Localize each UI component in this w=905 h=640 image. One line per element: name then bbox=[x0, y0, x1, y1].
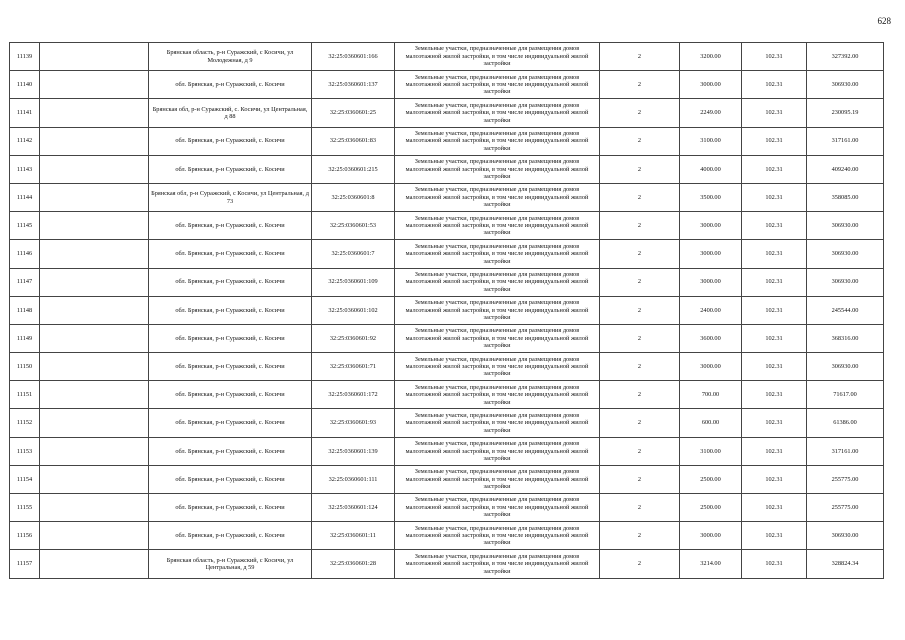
area-cell: 3100.00 bbox=[680, 437, 742, 465]
cadastral-number-cell: 32:25:0360601:124 bbox=[312, 494, 395, 522]
table-row bbox=[10, 212, 884, 240]
category-cell: 2 bbox=[600, 212, 680, 240]
cadastral-number-cell: 32:25:0360601:83 bbox=[312, 127, 395, 155]
address-cell: обл. Брянская, р-н Суражский, с. Косичи bbox=[149, 409, 312, 437]
cadastral-number-cell: 32:25:0360601:92 bbox=[312, 324, 395, 352]
cadastral-number-cell: 32:25:0360601:166 bbox=[312, 43, 395, 71]
area-cell: 3000.00 bbox=[680, 240, 742, 268]
blank-cell-cell bbox=[40, 381, 149, 409]
area-cell: 3500.00 bbox=[680, 183, 742, 211]
table-row bbox=[10, 465, 884, 493]
cadastral-number-cell: 32:25:0360601:111 bbox=[312, 465, 395, 493]
cadastral-value-cell: 71617.00 bbox=[807, 381, 884, 409]
category-cell: 2 bbox=[600, 296, 680, 324]
area-cell: 2500.00 bbox=[680, 465, 742, 493]
land-use-cell: Земельные участки, предназначенные для размещения домов малоэтажной жилой застройки, в том числе индивидуальной жилой застройки bbox=[395, 183, 600, 211]
category-cell: 2 bbox=[600, 99, 680, 127]
land-use-cell: Земельные участки, предназначенные для размещения домов малоэтажной жилой застройки, в том числе индивидуальной жилой застройки bbox=[395, 522, 600, 550]
land-use-cell: Земельные участки, предназначенные для размещения домов малоэтажной жилой застройки, в том числе индивидуальной жилой застройки bbox=[395, 494, 600, 522]
category-cell: 2 bbox=[600, 268, 680, 296]
rate-cell: 102.31 bbox=[742, 212, 807, 240]
record-number-cell: 11153 bbox=[10, 437, 40, 465]
cadastral-value-cell: 61386.00 bbox=[807, 409, 884, 437]
area-cell: 3600.00 bbox=[680, 324, 742, 352]
address-cell: обл. Брянская, р-н Суражский, с. Косичи bbox=[149, 437, 312, 465]
table-row bbox=[10, 268, 884, 296]
land-registry-table bbox=[9, 42, 884, 579]
rate-cell: 102.31 bbox=[742, 381, 807, 409]
blank-cell-cell bbox=[40, 240, 149, 268]
cadastral-number-cell: 32:25:0360601:11 bbox=[312, 522, 395, 550]
address-cell: обл. Брянская, р-н Суражский, с. Косичи bbox=[149, 240, 312, 268]
address-cell: обл. Брянская, р-н Суражский, с. Косичи bbox=[149, 522, 312, 550]
rate-cell: 102.31 bbox=[742, 494, 807, 522]
land-use-cell: Земельные участки, предназначенные для размещения домов малоэтажной жилой застройки, в том числе индивидуальной жилой застройки bbox=[395, 43, 600, 71]
blank-cell-cell bbox=[40, 494, 149, 522]
blank-cell-cell bbox=[40, 522, 149, 550]
page-number: 628 bbox=[877, 16, 891, 26]
cadastral-value-cell: 368316.00 bbox=[807, 324, 884, 352]
rate-cell: 102.31 bbox=[742, 550, 807, 578]
area-cell: 700.00 bbox=[680, 381, 742, 409]
record-number-cell: 11157 bbox=[10, 550, 40, 578]
area-cell: 4000.00 bbox=[680, 155, 742, 183]
area-cell: 3000.00 bbox=[680, 268, 742, 296]
cadastral-number-cell: 32:25:0360601:28 bbox=[312, 550, 395, 578]
record-number-cell: 11151 bbox=[10, 381, 40, 409]
record-number-cell: 11155 bbox=[10, 494, 40, 522]
area-cell: 2400.00 bbox=[680, 296, 742, 324]
rate-cell: 102.31 bbox=[742, 127, 807, 155]
blank-cell-cell bbox=[40, 127, 149, 155]
address-cell: Брянская обл, р-н Суражский, с Косичи, ул Центральная, д 73 bbox=[149, 183, 312, 211]
blank-cell-cell bbox=[40, 71, 149, 99]
land-use-cell: Земельные участки, предназначенные для размещения домов малоэтажной жилой застройки, в том числе индивидуальной жилой застройки bbox=[395, 353, 600, 381]
rate-cell: 102.31 bbox=[742, 437, 807, 465]
rate-cell: 102.31 bbox=[742, 409, 807, 437]
land-use-cell: Земельные участки, предназначенные для размещения домов малоэтажной жилой застройки, в том числе индивидуальной жилой застройки bbox=[395, 127, 600, 155]
land-use-cell: Земельные участки, предназначенные для размещения домов малоэтажной жилой застройки, в том числе индивидуальной жилой застройки bbox=[395, 155, 600, 183]
blank-cell-cell bbox=[40, 437, 149, 465]
cadastral-number-cell: 32:25:0360601:53 bbox=[312, 212, 395, 240]
record-number-cell: 11152 bbox=[10, 409, 40, 437]
category-cell: 2 bbox=[600, 353, 680, 381]
land-use-cell: Земельные участки, предназначенные для размещения домов малоэтажной жилой застройки, в том числе индивидуальной жилой застройки bbox=[395, 71, 600, 99]
record-number-cell: 11145 bbox=[10, 212, 40, 240]
address-cell: обл. Брянская, р-н Суражский, с. Косичи bbox=[149, 268, 312, 296]
category-cell: 2 bbox=[600, 324, 680, 352]
cadastral-value-cell: 328824.34 bbox=[807, 550, 884, 578]
rate-cell: 102.31 bbox=[742, 43, 807, 71]
table-row bbox=[10, 296, 884, 324]
cadastral-value-cell: 230095.19 bbox=[807, 99, 884, 127]
category-cell: 2 bbox=[600, 409, 680, 437]
address-cell: обл. Брянская, р-н Суражский, с. Косичи bbox=[149, 212, 312, 240]
record-number-cell: 11146 bbox=[10, 240, 40, 268]
blank-cell-cell bbox=[40, 296, 149, 324]
area-cell: 3100.00 bbox=[680, 127, 742, 155]
land-use-cell: Земельные участки, предназначенные для размещения домов малоэтажной жилой застройки, в том числе индивидуальной жилой застройки bbox=[395, 240, 600, 268]
land-use-cell: Земельные участки, предназначенные для размещения домов малоэтажной жилой застройки, в том числе индивидуальной жилой застройки bbox=[395, 99, 600, 127]
area-cell: 3200.00 bbox=[680, 43, 742, 71]
record-number-cell: 11149 bbox=[10, 324, 40, 352]
category-cell: 2 bbox=[600, 381, 680, 409]
record-number-cell: 11150 bbox=[10, 353, 40, 381]
address-cell: Брянская обл, р-н Суражский, с. Косичи, ул Центральная, д 88 bbox=[149, 99, 312, 127]
address-cell: обл. Брянская, р-н Суражский, с. Косичи bbox=[149, 155, 312, 183]
land-use-cell: Земельные участки, предназначенные для размещения домов малоэтажной жилой застройки, в том числе индивидуальной жилой застройки bbox=[395, 268, 600, 296]
cadastral-value-cell: 255775.00 bbox=[807, 465, 884, 493]
category-cell: 2 bbox=[600, 240, 680, 268]
cadastral-number-cell: 32:25:0360601:215 bbox=[312, 155, 395, 183]
record-number-cell: 11154 bbox=[10, 465, 40, 493]
cadastral-value-cell: 255775.00 bbox=[807, 494, 884, 522]
table-row bbox=[10, 43, 884, 71]
area-cell: 600.00 bbox=[680, 409, 742, 437]
table-row bbox=[10, 437, 884, 465]
cadastral-value-cell: 317161.00 bbox=[807, 127, 884, 155]
table-row bbox=[10, 550, 884, 578]
table-row bbox=[10, 324, 884, 352]
blank-cell-cell bbox=[40, 268, 149, 296]
cadastral-value-cell: 306930.00 bbox=[807, 353, 884, 381]
cadastral-number-cell: 32:25:0360601:7 bbox=[312, 240, 395, 268]
record-number-cell: 11147 bbox=[10, 268, 40, 296]
category-cell: 2 bbox=[600, 522, 680, 550]
land-use-cell: Земельные участки, предназначенные для размещения домов малоэтажной жилой застройки, в том числе индивидуальной жилой застройки bbox=[395, 324, 600, 352]
blank-cell-cell bbox=[40, 324, 149, 352]
record-number-cell: 11139 bbox=[10, 43, 40, 71]
record-number-cell: 11142 bbox=[10, 127, 40, 155]
area-cell: 3214.00 bbox=[680, 550, 742, 578]
category-cell: 2 bbox=[600, 71, 680, 99]
blank-cell-cell bbox=[40, 99, 149, 127]
record-number-cell: 11143 bbox=[10, 155, 40, 183]
address-cell: обл. Брянская, р-н Суражский, с. Косичи bbox=[149, 494, 312, 522]
table-row bbox=[10, 99, 884, 127]
area-cell: 2500.00 bbox=[680, 494, 742, 522]
cadastral-number-cell: 32:25:0360601:137 bbox=[312, 71, 395, 99]
land-use-cell: Земельные участки, предназначенные для размещения домов малоэтажной жилой застройки, в том числе индивидуальной жилой застройки bbox=[395, 212, 600, 240]
table-row bbox=[10, 409, 884, 437]
category-cell: 2 bbox=[600, 437, 680, 465]
cadastral-value-cell: 409240.00 bbox=[807, 155, 884, 183]
cadastral-number-cell: 32:25:0360601:102 bbox=[312, 296, 395, 324]
cadastral-number-cell: 32:25:0360601:139 bbox=[312, 437, 395, 465]
rate-cell: 102.31 bbox=[742, 99, 807, 127]
cadastral-value-cell: 306930.00 bbox=[807, 212, 884, 240]
area-cell: 3000.00 bbox=[680, 212, 742, 240]
cadastral-value-cell: 317161.00 bbox=[807, 437, 884, 465]
blank-cell-cell bbox=[40, 465, 149, 493]
category-cell: 2 bbox=[600, 155, 680, 183]
rate-cell: 102.31 bbox=[742, 353, 807, 381]
rate-cell: 102.31 bbox=[742, 465, 807, 493]
cadastral-value-cell: 306930.00 bbox=[807, 240, 884, 268]
cadastral-number-cell: 32:25:0360601:109 bbox=[312, 268, 395, 296]
rate-cell: 102.31 bbox=[742, 155, 807, 183]
category-cell: 2 bbox=[600, 494, 680, 522]
blank-cell-cell bbox=[40, 409, 149, 437]
address-cell: обл. Брянская, р-н Суражский, с. Косичи bbox=[149, 71, 312, 99]
record-number-cell: 11140 bbox=[10, 71, 40, 99]
address-cell: обл. Брянская, р-н Суражский, с. Косичи bbox=[149, 324, 312, 352]
table-row bbox=[10, 155, 884, 183]
rate-cell: 102.31 bbox=[742, 183, 807, 211]
cadastral-number-cell: 32:25:0360601:93 bbox=[312, 409, 395, 437]
blank-cell-cell bbox=[40, 43, 149, 71]
address-cell: Брянская область, р-н Суражский, с Косичи, ул Центральная, д 59 bbox=[149, 550, 312, 578]
cadastral-number-cell: 32:25:0360601:71 bbox=[312, 353, 395, 381]
cadastral-value-cell: 358085.00 bbox=[807, 183, 884, 211]
address-cell: обл. Брянская, р-н Суражский, с. Косичи bbox=[149, 127, 312, 155]
table-row bbox=[10, 353, 884, 381]
record-number-cell: 11156 bbox=[10, 522, 40, 550]
rate-cell: 102.31 bbox=[742, 522, 807, 550]
cadastral-number-cell: 32:25:0360601:25 bbox=[312, 99, 395, 127]
rate-cell: 102.31 bbox=[742, 71, 807, 99]
area-cell: 3000.00 bbox=[680, 522, 742, 550]
area-cell: 2249.00 bbox=[680, 99, 742, 127]
land-use-cell: Земельные участки, предназначенные для размещения домов малоэтажной жилой застройки, в том числе индивидуальной жилой застройки bbox=[395, 381, 600, 409]
blank-cell-cell bbox=[40, 550, 149, 578]
address-cell: обл. Брянская, р-н Суражский, с. Косичи bbox=[149, 381, 312, 409]
cadastral-number-cell: 32:25:0360601:8 bbox=[312, 183, 395, 211]
category-cell: 2 bbox=[600, 43, 680, 71]
category-cell: 2 bbox=[600, 183, 680, 211]
address-cell: Брянская область, р-н Суражский, с Косичи, ул Молодежная, д 9 bbox=[149, 43, 312, 71]
land-use-cell: Земельные участки, предназначенные для размещения домов малоэтажной жилой застройки, в том числе индивидуальной жилой застройки bbox=[395, 465, 600, 493]
category-cell: 2 bbox=[600, 127, 680, 155]
record-number-cell: 11144 bbox=[10, 183, 40, 211]
cadastral-value-cell: 245544.00 bbox=[807, 296, 884, 324]
table-row bbox=[10, 494, 884, 522]
table-row bbox=[10, 522, 884, 550]
cadastral-value-cell: 306930.00 bbox=[807, 268, 884, 296]
table-row bbox=[10, 127, 884, 155]
area-cell: 3000.00 bbox=[680, 353, 742, 381]
cadastral-value-cell: 306930.00 bbox=[807, 71, 884, 99]
registry-body bbox=[10, 43, 884, 579]
land-use-cell: Земельные участки, предназначенные для размещения домов малоэтажной жилой застройки, в том числе индивидуальной жилой застройки bbox=[395, 296, 600, 324]
record-number-cell: 11141 bbox=[10, 99, 40, 127]
cadastral-value-cell: 306930.00 bbox=[807, 522, 884, 550]
rate-cell: 102.31 bbox=[742, 268, 807, 296]
address-cell: обл. Брянская, р-н Суражский, с. Косичи bbox=[149, 353, 312, 381]
land-use-cell: Земельные участки, предназначенные для размещения домов малоэтажной жилой застройки, в том числе индивидуальной жилой застройки bbox=[395, 550, 600, 578]
land-use-cell: Земельные участки, предназначенные для размещения домов малоэтажной жилой застройки, в том числе индивидуальной жилой застройки bbox=[395, 437, 600, 465]
blank-cell-cell bbox=[40, 183, 149, 211]
category-cell: 2 bbox=[600, 550, 680, 578]
address-cell: обл. Брянская, р-н Суражский, с. Косичи bbox=[149, 296, 312, 324]
land-use-cell: Земельные участки, предназначенные для размещения домов малоэтажной жилой застройки, в том числе индивидуальной жилой застройки bbox=[395, 409, 600, 437]
rate-cell: 102.31 bbox=[742, 324, 807, 352]
table-row bbox=[10, 71, 884, 99]
blank-cell-cell bbox=[40, 212, 149, 240]
cadastral-value-cell: 327392.00 bbox=[807, 43, 884, 71]
cadastral-number-cell: 32:25:0360601:172 bbox=[312, 381, 395, 409]
area-cell: 3000.00 bbox=[680, 71, 742, 99]
table-row bbox=[10, 381, 884, 409]
address-cell: обл. Брянская, р-н Суражский, с. Косичи bbox=[149, 465, 312, 493]
record-number-cell: 11148 bbox=[10, 296, 40, 324]
rate-cell: 102.31 bbox=[742, 296, 807, 324]
rate-cell: 102.31 bbox=[742, 240, 807, 268]
table-row bbox=[10, 240, 884, 268]
table-row bbox=[10, 183, 884, 211]
blank-cell-cell bbox=[40, 155, 149, 183]
blank-cell-cell bbox=[40, 353, 149, 381]
category-cell: 2 bbox=[600, 465, 680, 493]
